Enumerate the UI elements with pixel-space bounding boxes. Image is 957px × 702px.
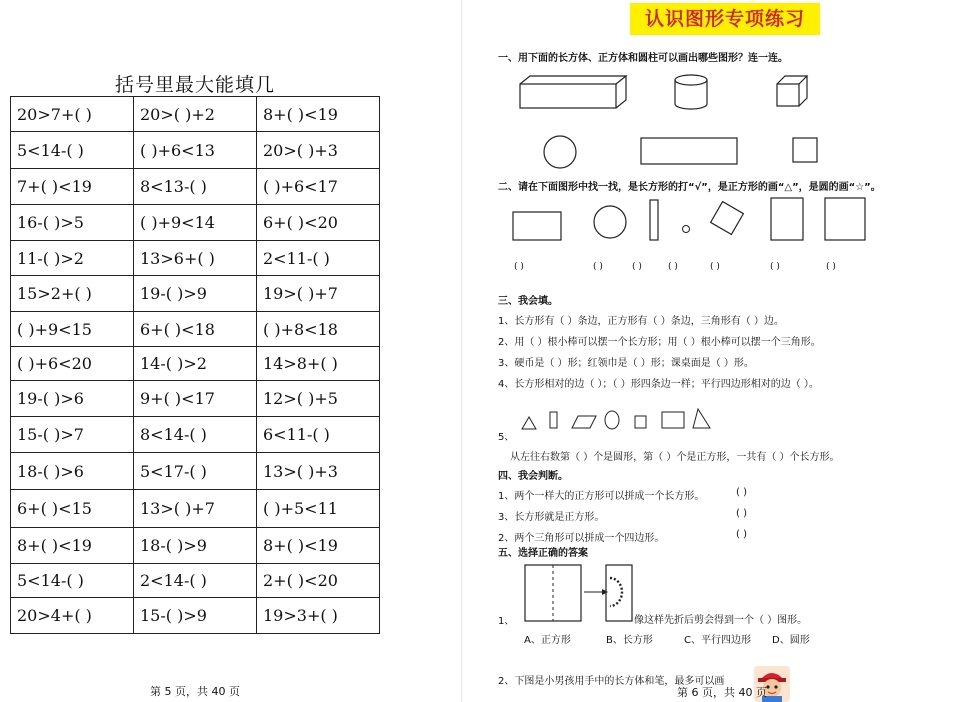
small-wide-rectangle-shape (662, 412, 684, 428)
cylinder-icon (675, 75, 707, 109)
q5-1-option-c: C、平行四边形 (684, 635, 751, 646)
question-1-heading: 一、用下面的长方体、正方体和圆柱可以画出哪些图形？连一连。 (498, 53, 788, 64)
small-parallelogram-shape (572, 416, 596, 428)
q2-paren: ( ) (826, 262, 836, 272)
table-row (11, 97, 380, 132)
question-2-heading: 二、请在下面图形中找一找，是长方形的打“√”，是正方形的画“△”，是圆的画“☆”。 (498, 182, 881, 193)
table-cell: 19-( )>9 (134, 276, 257, 312)
table-row (11, 528, 380, 564)
table-row (11, 347, 380, 381)
table-row (11, 132, 380, 169)
cube-icon (777, 76, 807, 106)
table-row (11, 205, 380, 241)
q4-item-3: 2、两个三角形可以拼成一个四边形。 (498, 533, 665, 544)
q2-shapes-row (510, 196, 870, 246)
q3-item-3: 3、硬币是（ ）形；红领巾是（ ）形；课桌面是（ ）形。 (498, 358, 754, 369)
q2-tall-rectangle-shape (771, 198, 803, 240)
table-row (11, 417, 380, 453)
table-cell: 11-( )>2 (11, 241, 134, 276)
q2-tilted-square-shape (711, 202, 744, 235)
small-triangle-shape (522, 417, 536, 429)
table-cell: 13>6+( ) (134, 241, 257, 276)
q3-item-4: 4、长方形相对的边（ ）；（ ）形四条边一样；平行四边形相对的边（ ）。 (498, 379, 819, 390)
q5-1-label: 1、 (498, 616, 515, 627)
table-cell: 16-( )>5 (11, 205, 134, 241)
table-cell: 2<11-( ) (257, 241, 380, 276)
table-row (11, 381, 380, 417)
table-cell: 15-( )>7 (11, 417, 134, 453)
q4-paren-3: ( ) (736, 529, 747, 540)
table-cell: ( )+6<17 (257, 169, 380, 205)
flat-shapes-row (542, 134, 822, 170)
table-cell: 20>4+( ) (11, 598, 134, 634)
q4-paren-1: ( ) (736, 487, 747, 498)
q2-thin-rectangle-shape (650, 200, 658, 240)
table-cell: 12>( )+5 (257, 381, 380, 417)
q2-circle-shape (594, 206, 626, 238)
table-cell: 8<13-( ) (134, 169, 257, 205)
table-cell: 13>( )+7 (134, 490, 257, 528)
table-cell: 19>3+( ) (257, 598, 380, 634)
left-page (0, 0, 462, 702)
table-cell: 2+( )<20 (257, 564, 380, 598)
q3-item-2: 2、用（ ）根小棒可以摆一个长方形；用（ ）根小棒可以摆一个三角形。 (498, 337, 821, 348)
table-row (11, 598, 380, 634)
q3-5-text: 从左往右数第（ ）个是圆形，第（ ）个是正方形，一共有（ ）个长方形。 (510, 452, 840, 463)
cuboid-icon (520, 76, 626, 108)
small-right-triangle-shape (693, 409, 710, 428)
q4-item-1: 1、两个一样大的正方形可以拼成一个长方形。 (498, 491, 705, 502)
q2-paren: ( ) (668, 262, 678, 272)
table-cell: ( )+9<15 (11, 312, 134, 347)
table-cell: 15>2+( ) (11, 276, 134, 312)
table-cell: 15-( )>9 (134, 598, 257, 634)
fill-in-table (10, 96, 380, 634)
q2-paren: ( ) (593, 262, 603, 272)
table-cell: 5<17-( ) (134, 453, 257, 490)
small-square-shape (635, 416, 646, 428)
right-page-title: 认识图形专项练习 (630, 3, 820, 35)
right-page (462, 0, 957, 702)
q4-item-2: 3、长方形就是正方形。 (498, 512, 605, 523)
table-cell: 2<14-( ) (134, 564, 257, 598)
q2-paren: ( ) (514, 262, 524, 272)
table-cell: 14>8+( ) (257, 347, 380, 381)
table-row (11, 453, 380, 490)
circle-shape (544, 136, 576, 168)
table-row (11, 276, 380, 312)
table-row (11, 241, 380, 276)
table-cell: ( )+5<11 (257, 490, 380, 528)
table-row (11, 169, 380, 205)
q2-paren: ( ) (770, 262, 780, 272)
q5-1-text: 像这样先折后剪会得到一个（ ）图形。 (634, 615, 808, 626)
question-3-heading: 三、我会填。 (498, 296, 558, 307)
q2-small-circle-shape (683, 226, 690, 233)
table-cell: 8+( )<19 (11, 528, 134, 564)
q2-paren: ( ) (632, 262, 642, 272)
small-oval-shape (605, 411, 619, 429)
left-page-title: 括号里最大能填几 (114, 74, 275, 96)
question-5-heading: 五、选择正确的答案 (498, 548, 588, 559)
question-4-heading: 四、我会判断。 (498, 471, 568, 482)
table-cell: 6+( )<18 (134, 312, 257, 347)
q5-1-option-b: B、长方形 (606, 635, 653, 646)
table-cell: 20>( )+3 (257, 132, 380, 169)
table-cell: 13>( )+3 (257, 453, 380, 490)
table-cell: 6+( )<20 (257, 205, 380, 241)
table-cell: 18-( )>9 (134, 528, 257, 564)
solids-row (518, 74, 818, 110)
table-cell: 8+( )<19 (257, 528, 380, 564)
table-cell: 19-( )>6 (11, 381, 134, 417)
table-cell: 6+( )<15 (11, 490, 134, 528)
table-cell: ( )+6<20 (11, 347, 134, 381)
table-row (11, 490, 380, 528)
right-page-footer: 第 6 页，共 40 页 (677, 686, 767, 699)
table-cell: 18-( )>6 (11, 453, 134, 490)
q3-5-label: 5、 (498, 432, 515, 443)
left-page-footer: 第 5 页，共 40 页 (150, 685, 240, 698)
table-cell: ( )+6<13 (134, 132, 257, 169)
q5-1-option-a: A、正方形 (524, 635, 571, 646)
q3-5-shapes-row (520, 406, 720, 432)
square-shape (793, 138, 817, 162)
rectangle-shape (641, 138, 737, 164)
table-cell: 6<11-( ) (257, 417, 380, 453)
table-cell: 20>( )+2 (134, 97, 257, 132)
table-cell: 8<14-( ) (134, 417, 257, 453)
table-cell: 5<14-( ) (11, 564, 134, 598)
table-cell: ( )+9<14 (134, 205, 257, 241)
table-cell: 5<14-( ) (11, 132, 134, 169)
table-cell: 8+( )<19 (257, 97, 380, 132)
q5-1-option-d: D、圆形 (772, 635, 810, 646)
table-row (11, 312, 380, 347)
table-cell: 19>( )+7 (257, 276, 380, 312)
q2-rectangle-shape (513, 212, 561, 240)
table-cell: 9+( )<17 (134, 381, 257, 417)
q2-large-square-shape (825, 198, 865, 240)
table-cell: 14-( )>2 (134, 347, 257, 381)
table-cell: 7+( )<19 (11, 169, 134, 205)
small-rectangle-shape (550, 412, 557, 428)
q4-paren-2: ( ) (736, 508, 747, 519)
q2-paren: ( ) (710, 262, 720, 272)
table-cell: 20>7+( ) (11, 97, 134, 132)
table-cell: ( )+8<18 (257, 312, 380, 347)
fold-cut-diagram (524, 562, 634, 624)
table-row (11, 564, 380, 598)
q5-2-text: 2、下图是小男孩用手中的长方体和笔，最多可以画 (498, 676, 725, 687)
q3-item-1: 1、长方形有（ ）条边，正方形有（ ）条边，三角形有（ ）边。 (498, 316, 784, 327)
